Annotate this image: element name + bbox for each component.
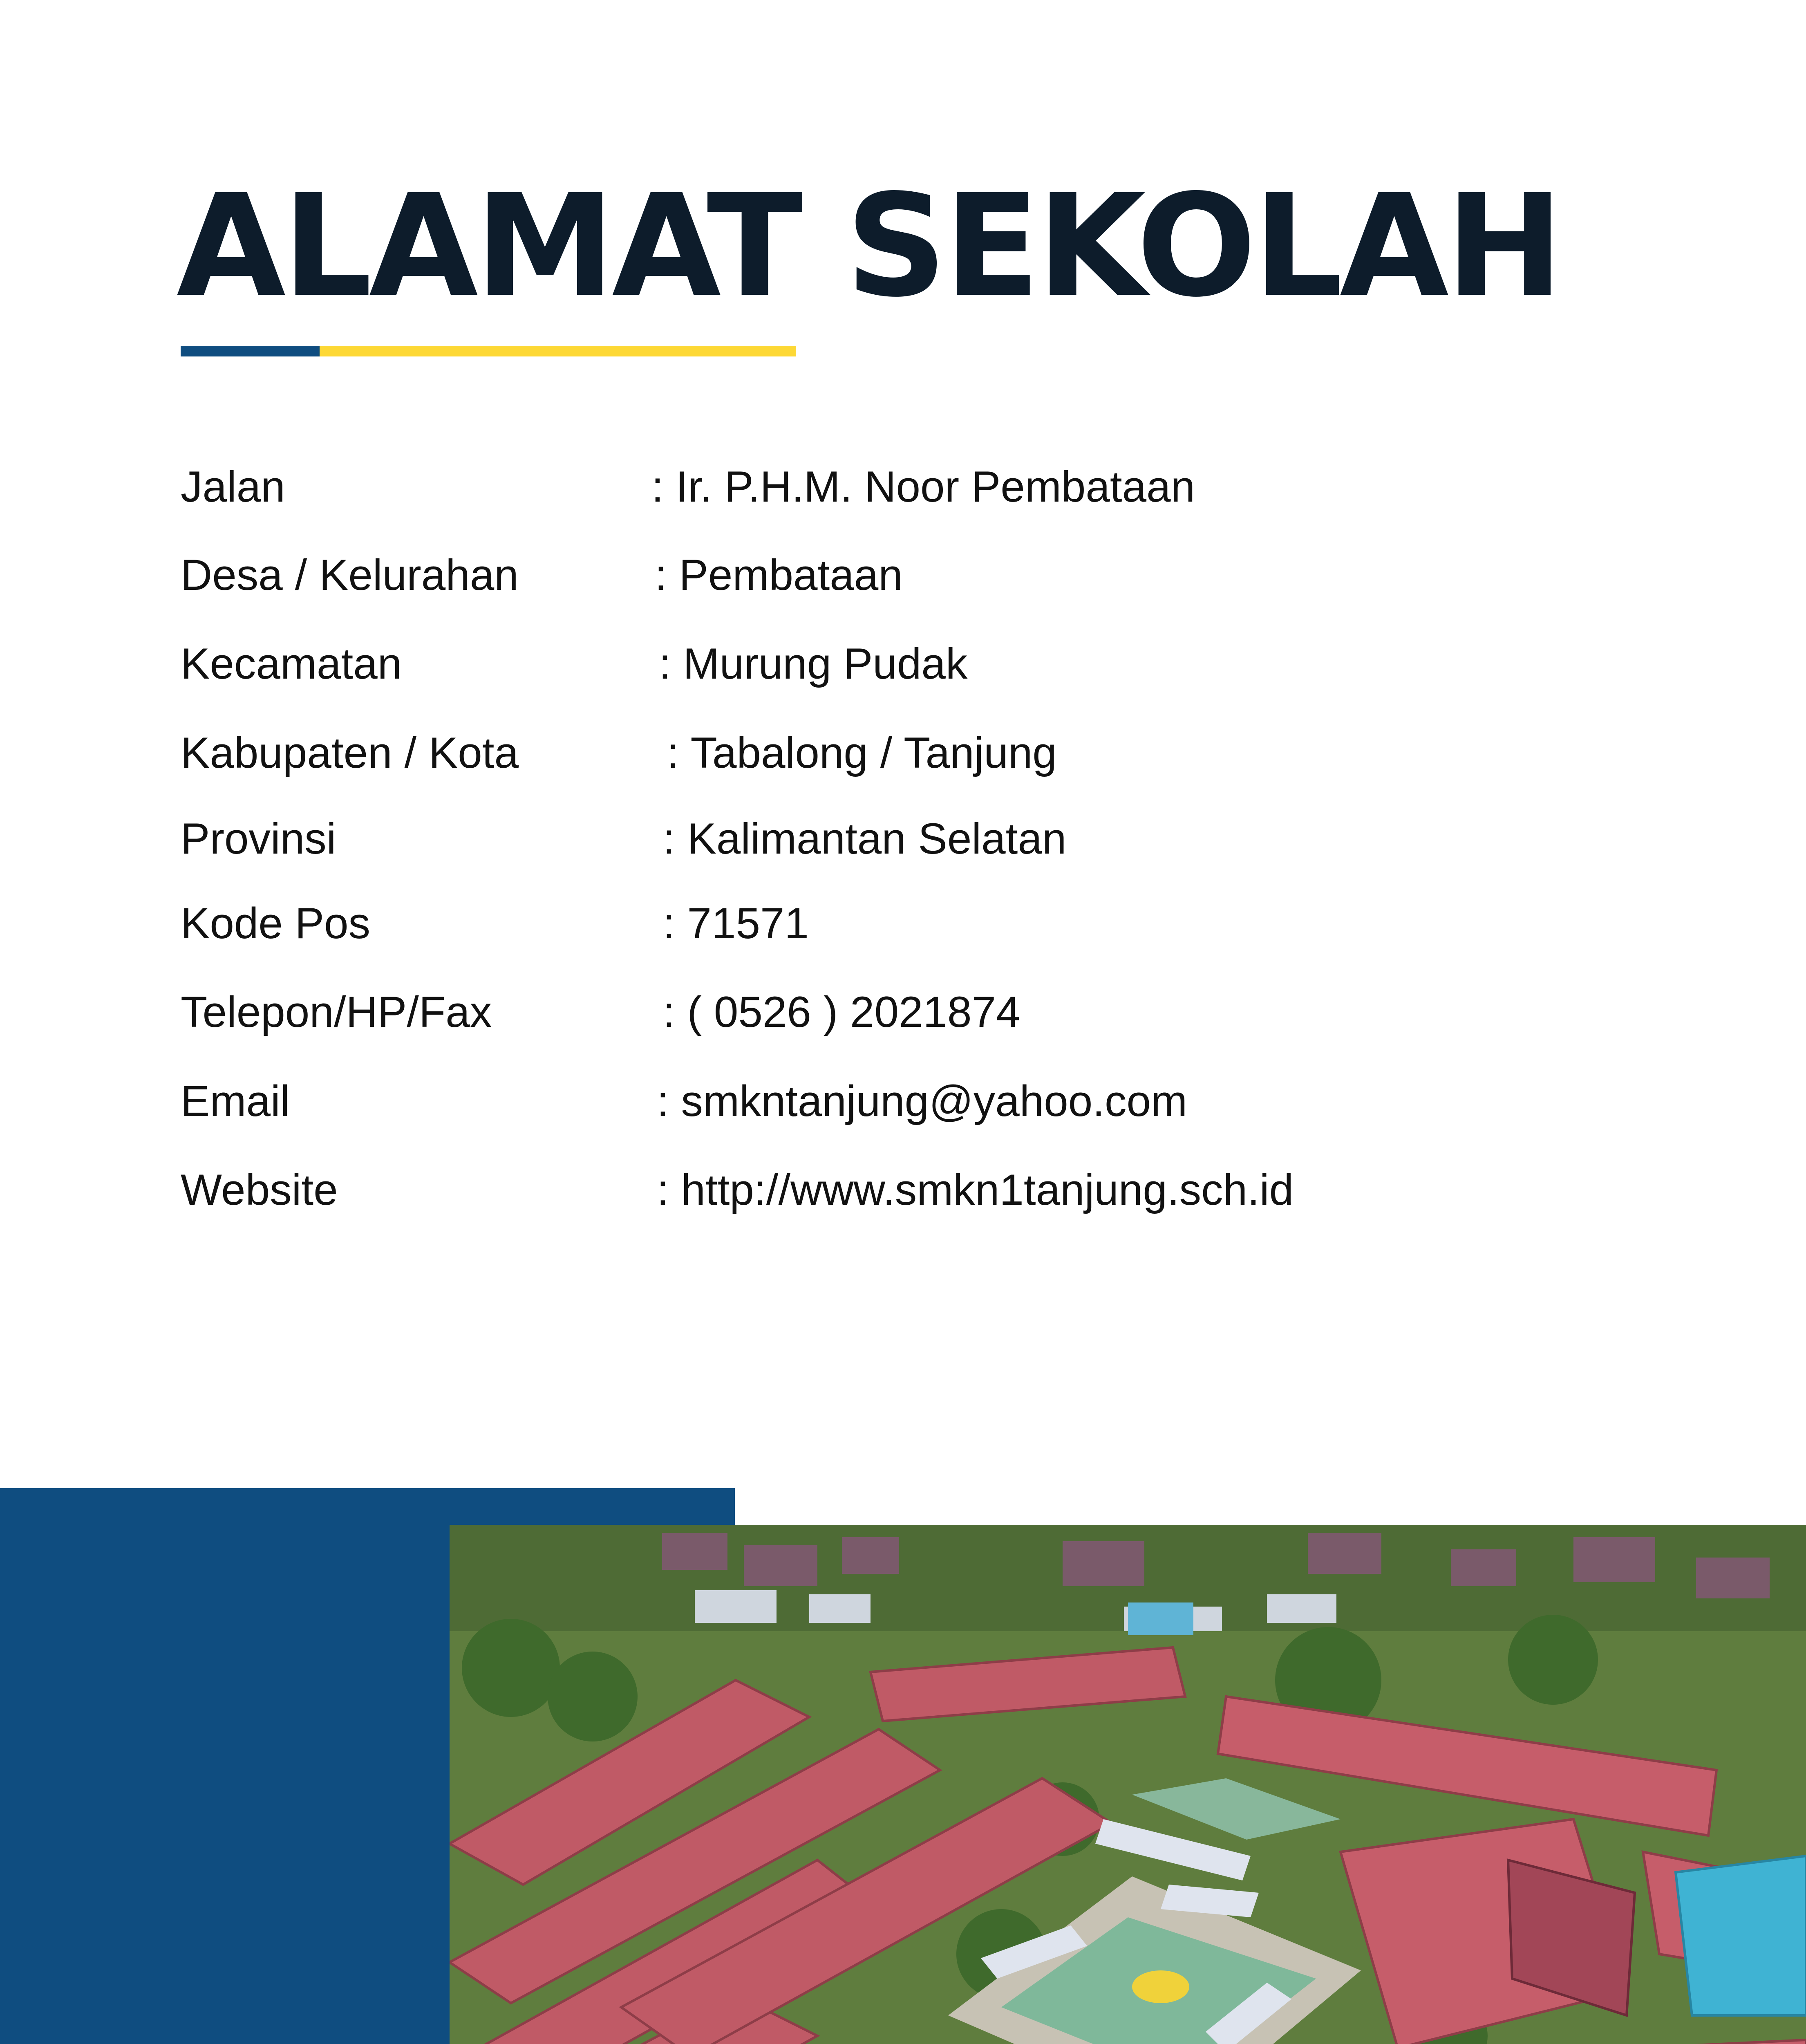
- address-row-jalan: [181, 460, 1611, 513]
- page-title: ALAMAT SEKOLAH: [177, 164, 1560, 328]
- address-label: Kecamatan: [181, 639, 402, 688]
- address-label: Desa / Kelurahan: [181, 550, 519, 599]
- address-row-email: [181, 1074, 1611, 1127]
- address-label: Jalan: [181, 462, 285, 511]
- address-label: Kode Pos: [181, 899, 370, 948]
- address-value: : Tabalong / Tanjung: [667, 728, 1057, 777]
- address-row-telepon: [181, 985, 1611, 1038]
- address-label: Telepon/HP/Fax: [181, 987, 492, 1036]
- address-label: Provinsi: [181, 814, 336, 863]
- school-aerial-photo: [450, 1525, 1806, 2044]
- address-row-kabupaten: [181, 726, 1611, 779]
- title-underline-blue: [181, 346, 320, 356]
- address-row-website: [181, 1163, 1611, 1216]
- address-value: : smkntanjung@yahoo.com: [657, 1076, 1188, 1125]
- address-value: : Murung Pudak: [659, 639, 968, 688]
- address-row-kodepos: [181, 896, 1611, 950]
- address-label: Website: [181, 1165, 338, 1214]
- address-row-desa: [181, 548, 1611, 601]
- title-underline-yellow: [320, 346, 796, 356]
- address-value: : ( 0526 ) 2021874: [663, 987, 1020, 1036]
- address-value: : 71571: [663, 899, 809, 948]
- address-value: : http://www.smkn1tanjung.sch.id: [657, 1165, 1294, 1214]
- address-value: : Kalimantan Selatan: [663, 814, 1067, 863]
- address-row-provinsi: [181, 812, 1611, 865]
- address-value: : Ir. P.H.M. Noor Pembataan: [651, 462, 1195, 511]
- address-value: : Pembataan: [655, 550, 903, 599]
- address-label: Kabupaten / Kota: [181, 728, 519, 777]
- address-row-kecamatan: [181, 637, 1611, 690]
- address-label: Email: [181, 1076, 290, 1125]
